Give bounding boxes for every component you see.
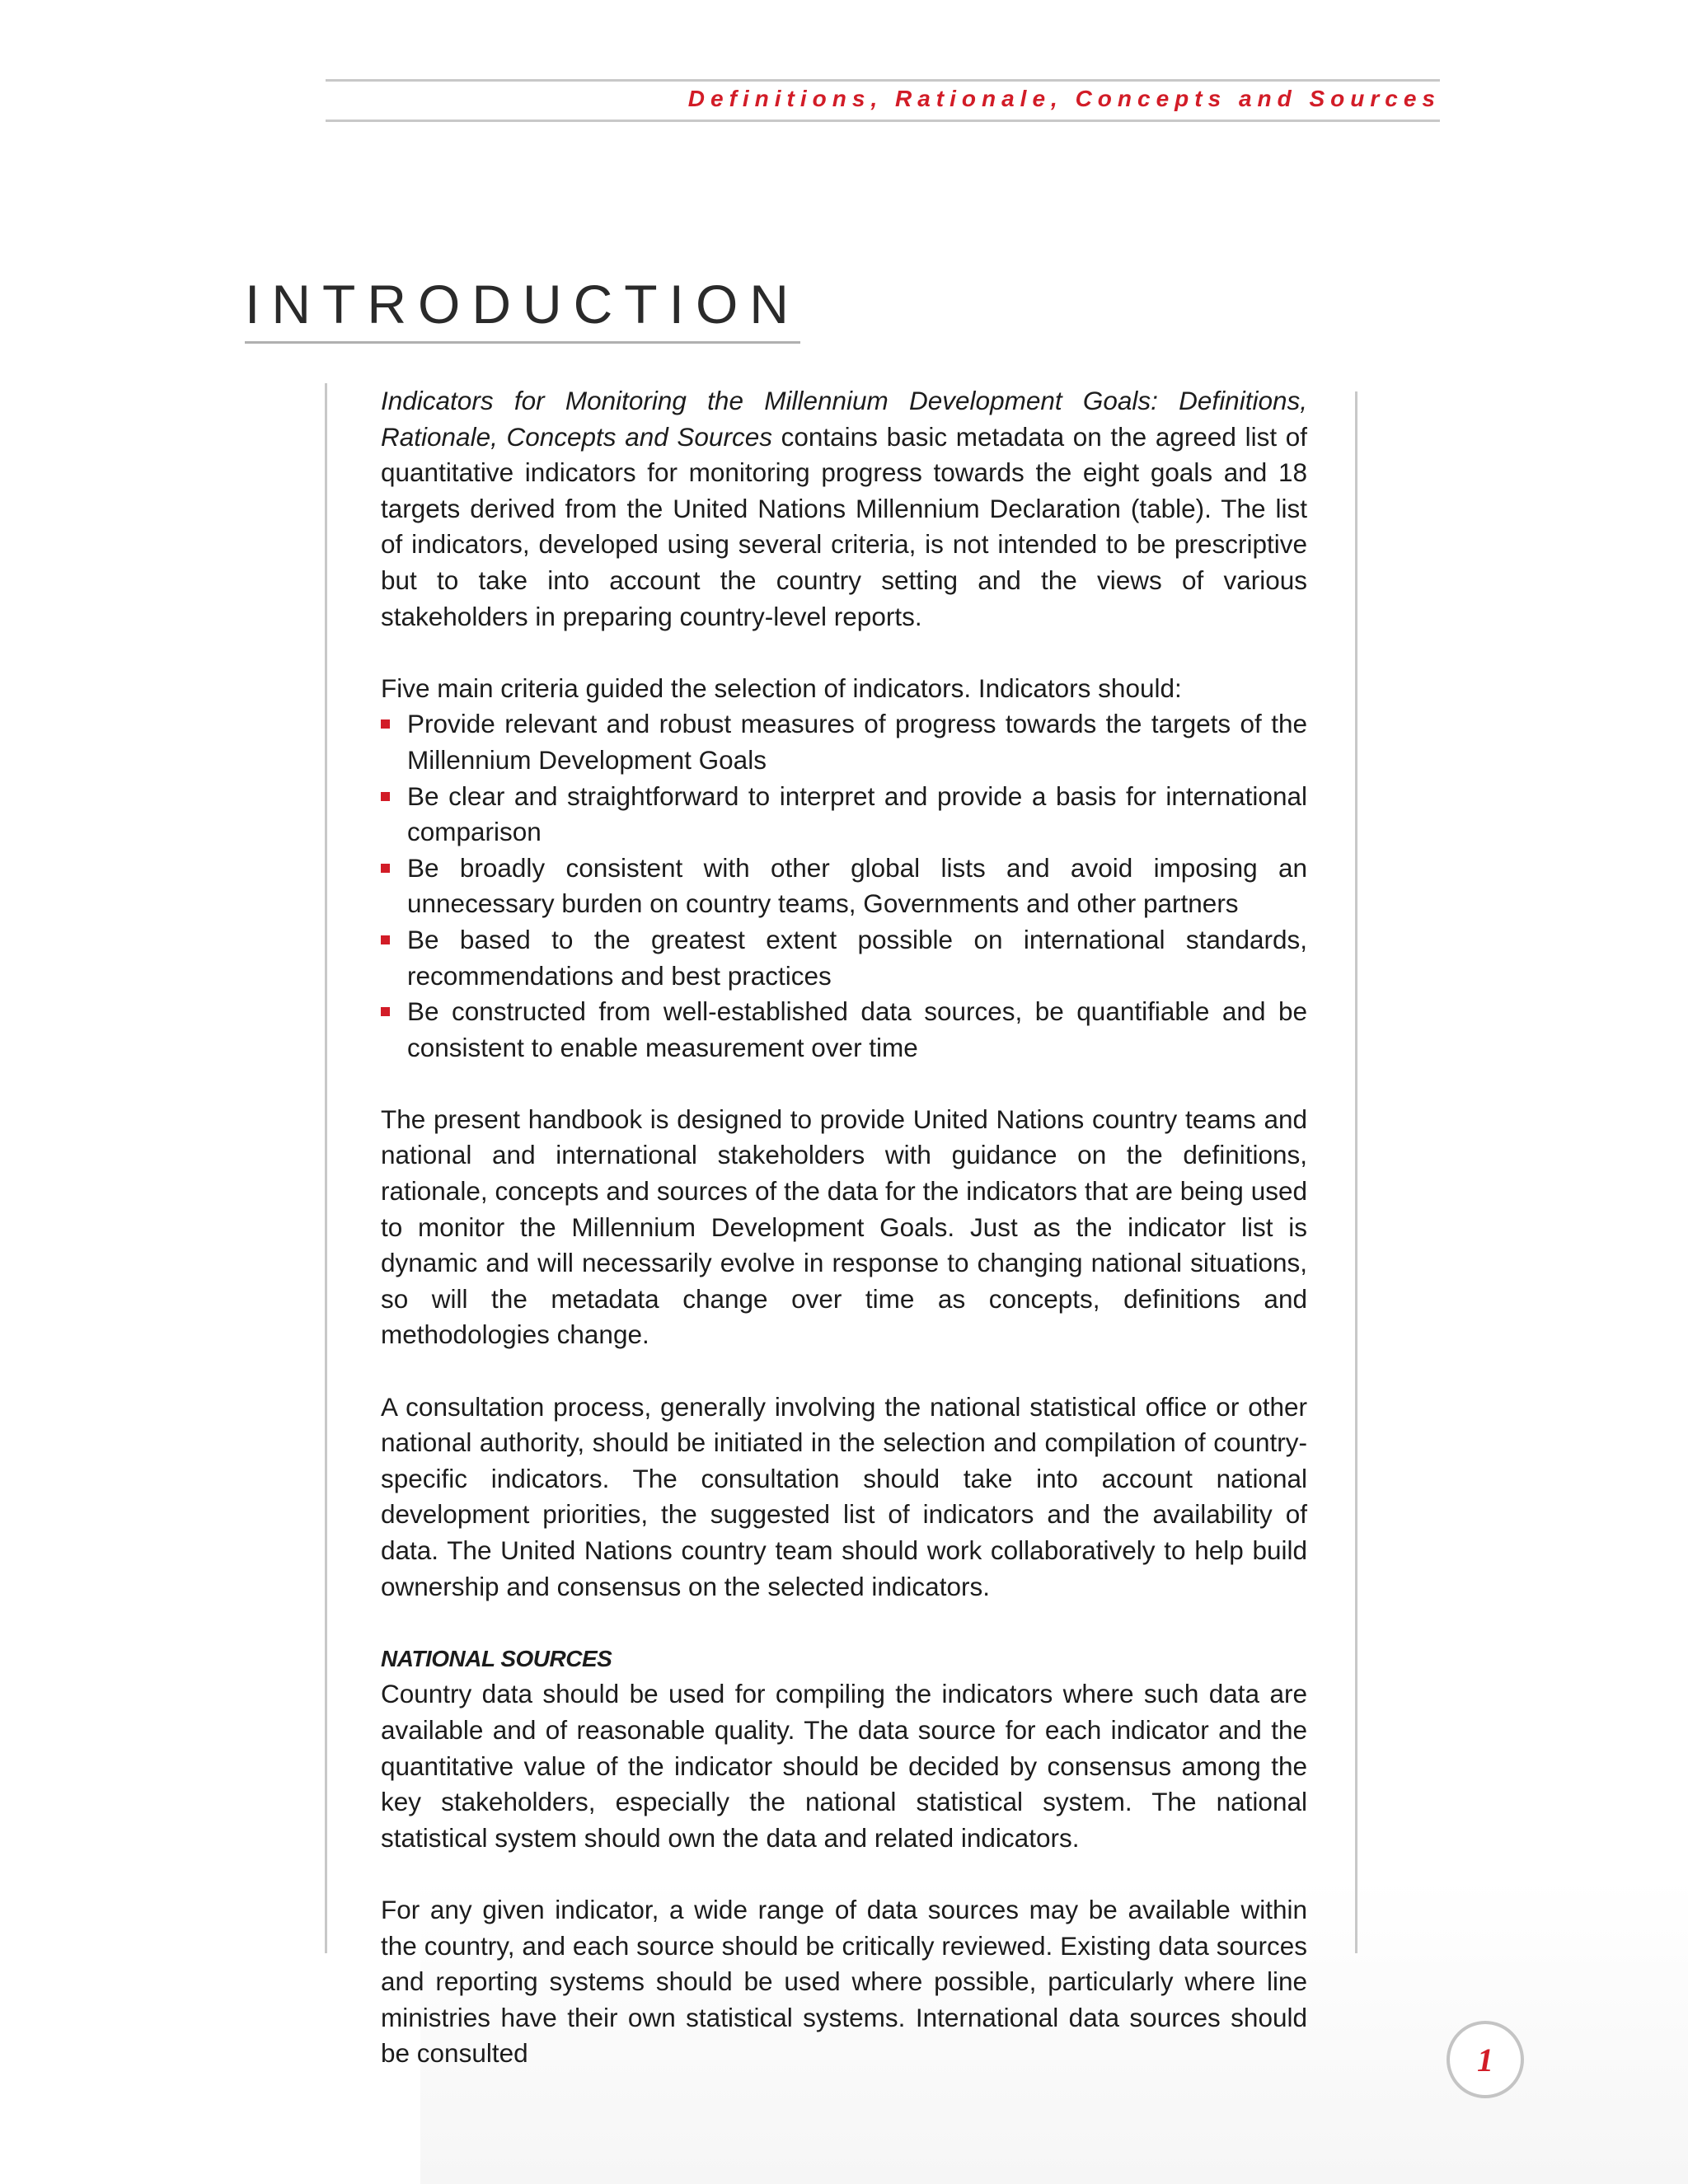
criteria-list <box>381 706 1307 1066</box>
criteria-item: Be broadly consistent with other global lists and avoid imposing an unnecessary burden on country teams, Governments and other partners <box>381 851 1307 922</box>
body-text <box>381 383 1307 2072</box>
intro-text: contains basic metadata on the agreed list of quantitative indicators for monitoring progress towards the eight goals and 18 targets derived from the United Nations Millennium Declaration (table). The list of indicators, developed using several criteria, is not intended to be prescriptive but to take into account the country setting and the views of various stakeholders in preparing country-level reports. <box>381 421 1307 631</box>
header-top-rule <box>326 79 1440 82</box>
header-bottom-rule <box>326 120 1440 122</box>
intro-paragraph <box>381 383 1307 635</box>
page-number: 1 <box>1477 2041 1493 2079</box>
criteria-item: Be clear and straightforward to interpret and provide a basis for international comparison <box>381 779 1307 851</box>
criteria-item: Provide relevant and robust measures of progress towards the targets of the Millennium Development Goals <box>381 706 1307 778</box>
publication-title: Indicators for Monitoring the Millennium Development Goals: Definitions, Rationale, Concepts and Sources <box>381 386 1307 452</box>
right-margin-rule <box>1355 391 1357 1953</box>
criteria-item: Be constructed from well-established data sources, be quantifiable and be consistent to enable measurement over time <box>381 994 1307 1066</box>
data-sources-paragraph: For any given indicator, a wide range of data sources may be available within the country, and each source should be critically reviewed. Existing data sources and reporting systems should be used where possible, particularly where line ministries have their own statistical systems. International data sources should be consulted <box>381 1894 1307 2069</box>
page-number-badge <box>1447 2021 1524 2098</box>
running-header-title: Definitions, Rationale, Concepts and Sources <box>687 86 1441 111</box>
consultation-paragraph: A consultation process, generally involving the national statistical office or other national authority, should be initiated in the selection and compilation of country-specific indicators. The consultation should take into account national development priorities, the suggested list of indicators and the availability of data. The United Nations country team should work collaboratively to help build ownership and consensus on the selected indicators. <box>381 1391 1307 1601</box>
criteria-lead: Five main criteria guided the selection of indicators. Indicators should: <box>381 673 1182 703</box>
criteria-item: Be based to the greatest extent possible on international standards, recommendations and best practices <box>381 922 1307 994</box>
national-sources-paragraph: Country data should be used for compiling the indicators where such data are available and of reasonable quality. The data source for each indicator and the quantitative value of the indicator should be decided by consensus among the key stakeholders, especially the national statistical system. The national statistical system should own the data and related indicators. <box>381 1679 1307 1853</box>
section-title: INTRODUCTION <box>245 277 800 344</box>
handbook-paragraph: The present handbook is designed to provide United Nations country teams and national and international stakeholders with guidance on the definitions, rationale, concepts and sources of the data for the indicators that are being used to monitor the Millennium Development Goals. Just as the indicator list is dynamic and will necessarily evolve in response to changing national situations, so will the metadata change over time as concepts, definitions and methodologies change. <box>381 1104 1307 1350</box>
left-margin-rule <box>325 383 327 1953</box>
national-sources-heading: NATIONAL SOURCES <box>381 1645 612 1671</box>
